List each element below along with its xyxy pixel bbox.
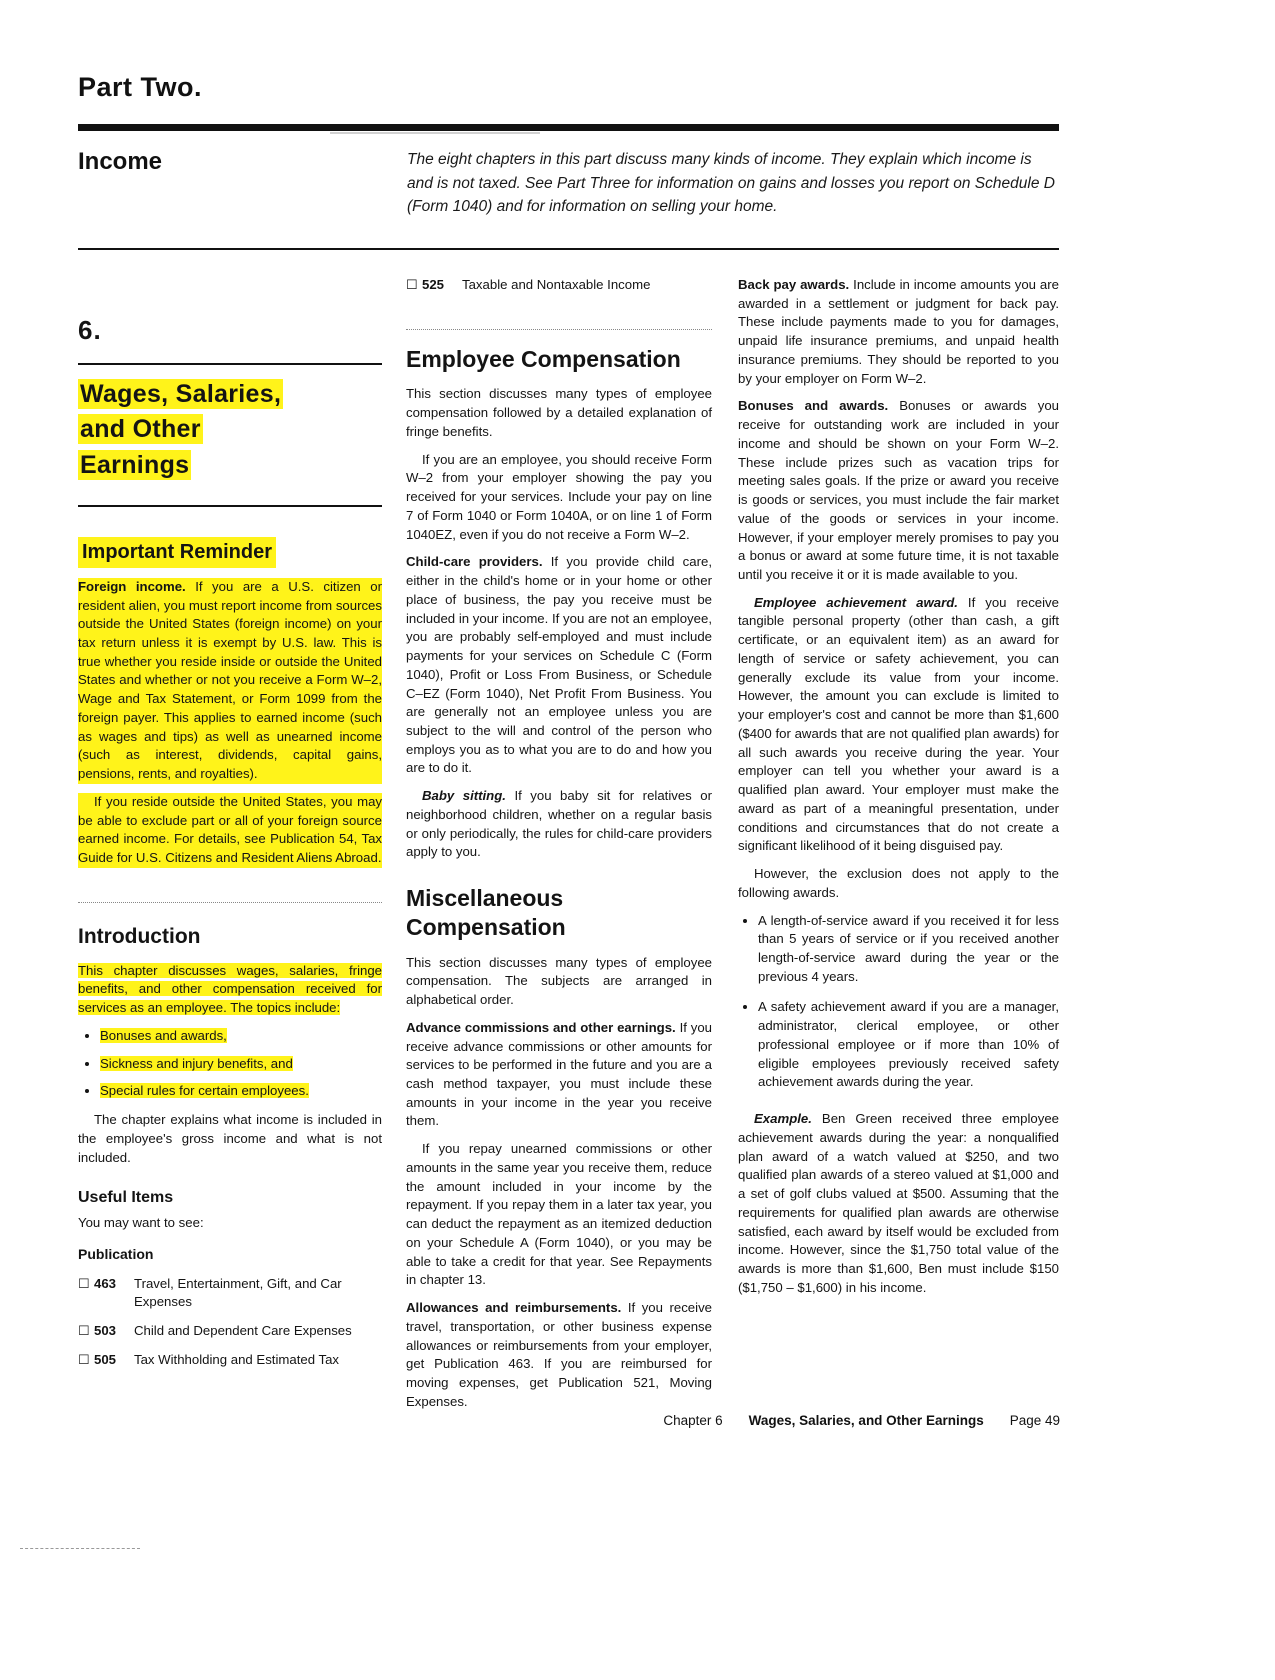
- chapter-title-line-1: Wages, Salaries,: [80, 379, 282, 408]
- topic-sickness: Sickness and injury benefits, and: [100, 1055, 293, 1071]
- list-item: • A safety achievement award if you are a manager, administrator, clerical employee, or other professional employee or if more than 10% of eligible employees previously received safety achievement awards during the year.: [758, 998, 1059, 1092]
- page-top-edge: [0, 0, 1275, 4]
- column-two: [406, 276, 712, 1421]
- publication-row[interactable]: [406, 276, 712, 295]
- foreign-income-para-2: If you reside outside the United States, you may be able to exclude part or all of your foreign source earned income. For details, see Publication 54, Tax Guide for U.S. Citizens and Resident Aliens Abroad.: [78, 793, 382, 868]
- publication-number: 503: [94, 1323, 117, 1339]
- advance-commissions-text-1: If you receive advance commissions or other amounts for services to be performed in the future and you are a cash method taxpayer, you must include these amounts in your income in the year you receive them.: [406, 1019, 713, 1129]
- publication-number: 505: [94, 1351, 117, 1367]
- publication-title: Tax Withholding and Estimated Tax: [134, 1351, 340, 1367]
- introduction-para-2: The chapter explains what income is included in the employee's gross income and what is not included.: [78, 1112, 382, 1165]
- allowances-para: [406, 1299, 712, 1411]
- chapter-title-line-2: and Other: [80, 415, 201, 444]
- publication-row[interactable]: [78, 1351, 382, 1370]
- employee-comp-para-2: If you are an employee, you should receive Form W–2 from your employer showing the pay you received for your services. Include your pay on line 7 of Form 1040 or Form 1040A, or on line 1 of Form 1040EZ, even if you do not receive a Form W–2.: [406, 451, 712, 542]
- foreign-income-para-1: [78, 578, 382, 784]
- publication-row[interactable]: [78, 1322, 382, 1341]
- child-care-runin: Child-care providers.: [406, 554, 543, 570]
- baby-sitting-text: If you baby sit for relatives or neighborhood children, whether on a regular basis or only periodically, the rules for child-care providers apply to you.: [406, 788, 712, 860]
- foreign-income-text-1: If you are a U.S. citizen or resident alien, you must report income from sources outside the United States (foreign income) on your tax return unless it is exempt by U.S. law. This is true whether you reside inside or outside the United States and whether or not you receive a Form W–2, Wage and Tax Statement, or Form 1099 from the foreign payer. This applies to earned income (such as wages and tips) as well as unearned income (such as interest, dividends, capital gains, pensions, rents, and royalties).: [78, 578, 382, 782]
- checkbox-icon[interactable]: ☐: [78, 1275, 90, 1291]
- checkbox-icon[interactable]: ☐: [78, 1323, 90, 1339]
- employee-comp-para-1: This section discusses many types of employee compensation followed by a detailed explanation of fringe benefits.: [406, 386, 712, 439]
- example-text: Ben Green received three employee achievement awards during the year: a nonqualified plan award of a watch valued at $250, and two qualified plan awards of a stereo valued at $1,000 and a set of golf clubs valued at $500. Assuming that the requirements for qualified plan awards are otherwise satisfied, each award by itself would be excluded from income. However, since the $1,750 total value of the awards is more than $1,600, Ben must include $150 ($1,750 – $1,600) in his income.: [738, 1111, 1060, 1295]
- introduction-topics-list: [78, 1027, 382, 1101]
- footer-title: Wages, Salaries, and Other Earnings: [748, 1413, 984, 1428]
- baby-sitting-runin: Baby sitting.: [422, 788, 506, 804]
- introduction-para-1-text: This chapter discusses wages, salaries, fringe benefits, and other compensation received for services as an employee. The topics include:: [78, 962, 382, 1016]
- list-item: [100, 1055, 382, 1074]
- achievement-text-1: If you receive tangible personal property (other than cash, a gift certificate, or an equivalent item) as an award for length of service or safety achievement, you can generally exclude its value from your income. However, the amount you can exclude is limited to your employer's cost and cannot be more than $1,600 ($400 for awards that are not qualified plan awards) for all such awards you receive during the year. Your employer can tell you whether your award is a qualified plan award. Your employer must make the award as part of a meaningful presentation, under conditions and circumstances that do not create a significant likelihood of it being disguised pay.: [738, 594, 1059, 854]
- back-pay-runin: Back pay awards.: [738, 277, 850, 292]
- achievement-runin: Employee achievement award.: [754, 594, 958, 610]
- achievement-para-2: However, the exclusion does not apply to the following awards.: [738, 866, 1059, 900]
- achievement-para-1: [738, 594, 1059, 856]
- advance-commissions-para-1: [406, 1019, 712, 1131]
- useful-items-subtitle: You may want to see:: [78, 1214, 204, 1230]
- footer-page: Page 49: [1009, 1413, 1060, 1428]
- advance-commissions-runin: Advance commissions and other earnings.: [406, 1019, 676, 1035]
- employee-comp-rule: [406, 329, 712, 331]
- bonuses-text: Bonuses or awards you receive for outstanding work are included in your income and should be shown on your Form W–2. These include prizes such as vacation trips for meeting sales goals. If the prize or award you receive is goods or services, you must include the fair market value of the goods or services in your income. However, if your employer merely promises to pay you a bonus or award at some future time, it is not taxable until you receive it or it is made available to you.: [738, 398, 1060, 583]
- publication-number: 463: [94, 1275, 117, 1291]
- introduction-para-1: [78, 962, 382, 1018]
- bonuses-para: [738, 397, 1059, 584]
- baby-sitting-para: [406, 787, 712, 862]
- reminder-rule: [78, 505, 382, 507]
- publication-title: Taxable and Nontaxable Income: [462, 277, 651, 292]
- checkbox-icon[interactable]: ☐: [78, 1351, 90, 1367]
- publication-title: Travel, Entertainment, Gift, and Car Expenses: [134, 1275, 342, 1310]
- example-para: [738, 1110, 1059, 1297]
- list-item: [100, 1027, 382, 1046]
- scan-artifact: [330, 132, 540, 134]
- income-heading: Income: [78, 148, 163, 175]
- income-blurb: The eight chapters in this part discuss many kinds of income. They explain which income is and is not taxed. See Part Three for information on gains and losses you report on Schedule D (Form 1040) and for information on selling your home.: [407, 151, 1055, 216]
- list-item: • A length-of-service award if you received it for less than 5 years of service or if you received another length-of-service award during the year or the previous 4 years.: [758, 912, 1059, 987]
- chapter-title-line-3: Earnings: [80, 450, 190, 479]
- advance-commissions-para-2: If you repay unearned commissions or other amounts in the same year you receive them, reduce the amount included in your income by the repayment. If you repay them in a later tax year, you can deduct the repayment as an itemized deduction on your Schedule A (Form 1040), or you may be able to take a credit for that year. See Repayments in chapter 13.: [406, 1141, 712, 1288]
- child-care-providers-para: [406, 553, 712, 778]
- exclusion-exceptions-list: [738, 912, 1059, 1093]
- misc-comp-para-1: This section discusses many types of employee compensation. The subjects are arranged in alphabetical order.: [406, 954, 712, 1008]
- list-item: [100, 1082, 382, 1101]
- header-rule: [78, 124, 1059, 131]
- employee-compensation-heading: Employee Compensation: [406, 345, 681, 372]
- publication-label: Publication: [78, 1245, 154, 1262]
- allowances-runin: Allowances and reimbursements.: [406, 1300, 622, 1316]
- checkbox-icon[interactable]: ☐: [406, 277, 418, 292]
- chapter-number: 6.: [78, 315, 102, 345]
- allowances-text: If you receive travel, transportation, or other business expense allowances or reimbursements from your employer, get Publication 463. If you are reimbursed for moving expenses, get Publication 521, Moving Expenses.: [406, 1300, 713, 1409]
- example-runin: Example.: [754, 1111, 812, 1127]
- footer-chapter: Chapter 6: [663, 1413, 723, 1428]
- page-bottom-artifact: [20, 1548, 140, 1549]
- part-title: Part Two.: [78, 72, 203, 102]
- back-pay-para: [738, 276, 1059, 388]
- intro-rule: [78, 902, 382, 904]
- chapter-title: [78, 377, 382, 484]
- topic-bonuses: Bonuses and awards,: [100, 1027, 227, 1043]
- introduction-heading: Introduction: [78, 924, 201, 948]
- back-pay-text: Include in income amounts you are awarded in a settlement or judgment for back pay. These include payments made to you for damages, unpaid life insurance premiums, and unpaid health insurance premiums. They should be reported to you by your employer on Form W–2.: [738, 277, 1059, 386]
- useful-items-heading: Useful Items: [78, 1189, 174, 1207]
- section-rule: [78, 248, 1059, 250]
- column-three: [738, 276, 1059, 1306]
- chapter-rule: [78, 363, 382, 365]
- publication-title: Child and Dependent Care Expenses: [134, 1323, 352, 1339]
- miscellaneous-compensation-heading: Miscellaneous Compensation: [406, 885, 566, 940]
- publication-number: 525: [422, 277, 445, 292]
- column-one: [78, 276, 382, 1380]
- foreign-income-runin: Foreign income.: [78, 578, 186, 594]
- child-care-text: If you provide child care, either in the child's home or in your home or other place of business, the pay you receive must be included in your income. If you are not an employee, you are probably self-employed and must include payments for your services on Schedule C (Form 1040), Profit or Loss From Business, or Schedule C–EZ (Form 1040), Net Profit From Business. You are generally not an employee unless you are subject to the will and control of the person who employs you as to what you are to do and how you are to do it.: [406, 554, 712, 776]
- topic-special-rules: Special rules for certain employees.: [100, 1083, 309, 1099]
- page-footer: [620, 1413, 1060, 1428]
- important-reminder-heading: Important Reminder: [78, 537, 276, 567]
- bonuses-runin: Bonuses and awards.: [738, 398, 889, 414]
- publication-row[interactable]: [78, 1275, 382, 1312]
